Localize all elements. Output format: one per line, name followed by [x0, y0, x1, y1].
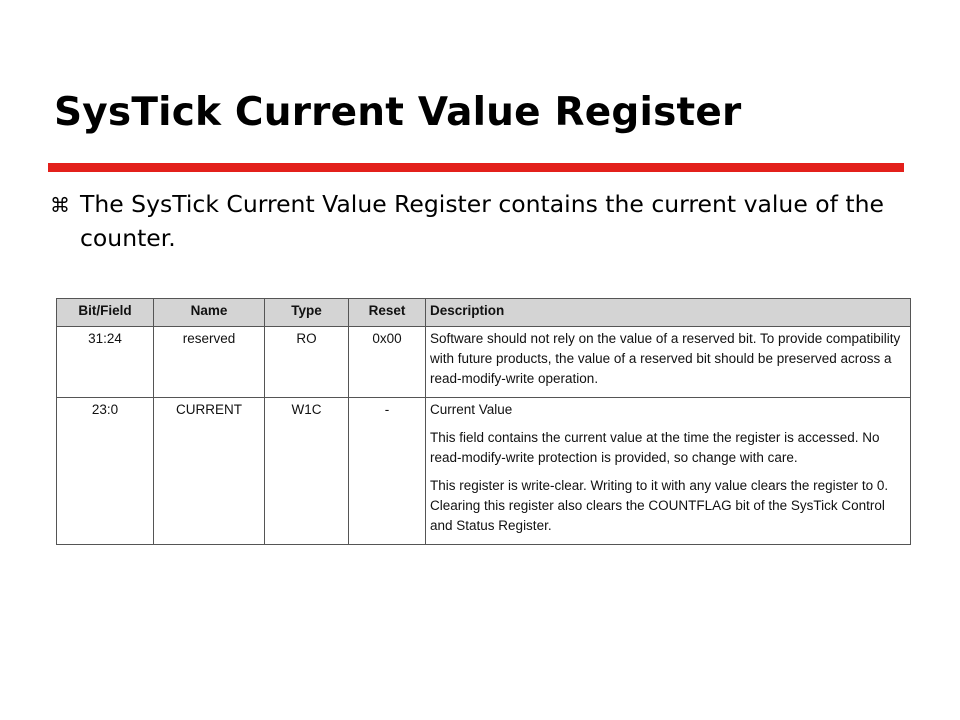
bullet-icon: ⌘ [50, 193, 70, 217]
cell-type: W1C [265, 398, 349, 545]
description-paragraph: This register is write-clear. Writing to it with any value clears the register to 0. Clearing this register also clears the COUNTFLAG bit of the SysTick Control and Status Register. [430, 478, 889, 533]
header-bit-field: Bit/Field [57, 299, 154, 327]
bullet-text: The SysTick Current Value Register contains the current value of the counter. [80, 190, 884, 252]
cell-type: RO [265, 327, 349, 398]
header-name: Name [154, 299, 265, 327]
table-row [57, 398, 911, 545]
table-row [57, 327, 911, 398]
cell-description [426, 327, 911, 398]
cell-name: CURRENT [154, 398, 265, 545]
cell-name: reserved [154, 327, 265, 398]
cell-reset: - [349, 398, 426, 545]
description-paragraph: Software should not rely on the value of a reserved bit. To provide compatibility with future products, the value of a reserved bit should be preserved across a read-modify-write operation. [430, 331, 901, 386]
slide-title: SysTick Current Value Register [54, 90, 742, 135]
cell-bit-field: 23:0 [57, 398, 154, 545]
table-header-row [57, 299, 911, 327]
header-description: Description [426, 299, 911, 327]
bullet-item [50, 187, 900, 255]
cell-reset: 0x00 [349, 327, 426, 398]
title-underline [48, 163, 904, 172]
header-reset: Reset [349, 299, 426, 327]
header-type: Type [265, 299, 349, 327]
description-paragraph: Current Value [430, 402, 513, 417]
cell-bit-field: 31:24 [57, 327, 154, 398]
register-table [56, 298, 911, 545]
cell-description [426, 398, 911, 545]
description-paragraph: This field contains the current value at the time the register is accessed. No read-modify-write protection is provided, so change with care. [430, 430, 880, 465]
